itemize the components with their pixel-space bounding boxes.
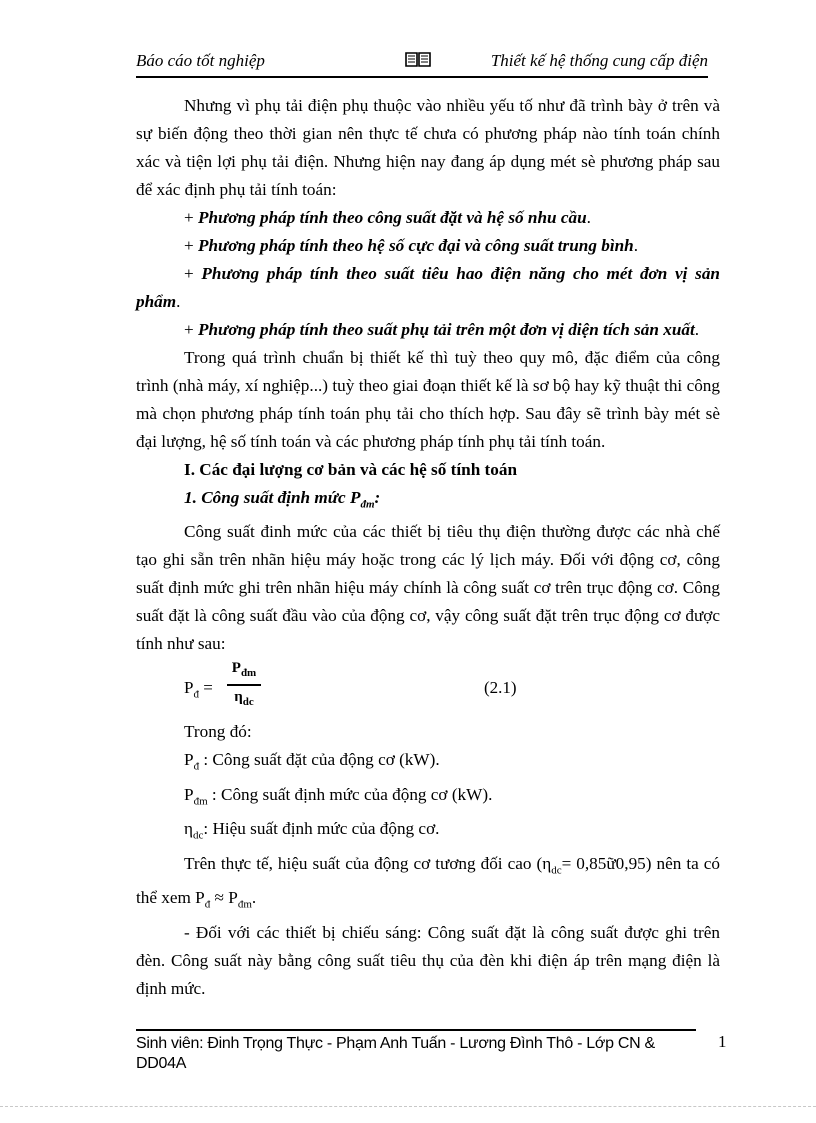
- design-paragraph: Trong quá trình chuẩn bị thiết kế thì tuỳ theo quy mô, đặc điểm của công trình (nhà máy, xí nghiệp...) tuỳ theo giai đoạn thiết kế là sơ bộ hay kỹ thuật thi công mà chọn phương pháp tính toán phụ tải cho thích hợp. Sau đây sẽ trình bày mét sè đại lượng, hệ số tính toán và các phương pháp tính phụ tải tính toán.: [136, 348, 720, 451]
- efficiency-paragraph: Trên thực tế, hiệu suất của động cơ tương đối cao ($\eta_{dc}=$ 0,85ữ0,95) nên ta có thể xem $P_đ \approx P_{đm}$.: [136, 853, 720, 911]
- lighting-paragraph: - Đối với các thiết bị chiếu sáng: Công suất đặt là công suất được ghi trên đèn. Công suất này bằng công suất tiêu thụ của đèn khi điện áp trên mạng điện là định mức.: [136, 922, 720, 998]
- page-number: 1: [718, 1032, 727, 1051]
- equation-numerator: $P_{đm}$: [227, 658, 261, 686]
- definition-pd: $P_đ$ : Công suất đặt của động cơ (kW).: [184, 750, 440, 773]
- page-header: [136, 47, 708, 75]
- header-right-title: Thiết kế hệ thống cung cấp điện: [490, 51, 708, 70]
- where-label: Trong đó:: [184, 722, 252, 742]
- footer-rule: [136, 1029, 696, 1031]
- footer-text: Sinh viên: Đinh Trọng Thực - Phạm Anh Tuấn - Lương Đình Thô - Lớp CN & DD04A: [136, 1035, 655, 1072]
- subsection-heading: 1. Công suất định mức $P_{đm}$:: [184, 488, 381, 511]
- equation-2-1: [136, 660, 720, 718]
- method-item-2: + Phương pháp tính theo hệ số cực đại và công suất trung bình.: [184, 236, 639, 255]
- document-body: [136, 92, 720, 1003]
- intro-paragraph: Nhưng vì phụ tải điện phụ thuộc vào nhiều yếu tố như đã trình bày ở trên và sự biến động theo thời gian nên thực tế chưa có phương pháp nào tính toán chính xác và tiện lợi phụ tải điện. Nhưng hiện nay đang áp dụng mét sè phương pháp sau để xác định phụ tải tính toán:: [136, 96, 720, 199]
- method-item-3: + Phương pháp tính theo suất tiêu hao điện năng cho mét đơn vị sản phẩm.: [136, 264, 720, 311]
- definition-pdm: $P_{đm}$ : Công suất định mức của động cơ (kW).: [184, 784, 493, 808]
- rated-power-paragraph: Công suất đinh mức của các thiết bị tiêu thụ điện thường được các nhà chế tạo ghi sẵn trên nhãn hiệu máy hoặc trong các lý lịch máy. Đối với động cơ, công suất định mức ghi trên nhãn hiệu máy chính là công suất cơ trên trục động cơ. Công suất đặt là công suất đầu vào của động cơ, vậy công suất đặt trên trục động cơ được tính như sau:: [136, 522, 720, 654]
- section-heading: I. Các đại lượng cơ bản và các hệ số tính toán: [184, 460, 518, 479]
- equation-lhs: $P_đ$ =: [184, 678, 213, 701]
- equation-fraction: [227, 658, 261, 713]
- header-rule: [136, 76, 708, 78]
- method-item-1: + Phương pháp tính theo công suất đặt và hệ số nhu cầu.: [184, 208, 591, 227]
- equation-denominator: $\eta_{dc}$: [234, 689, 254, 709]
- definition-eta: $\eta_{dc}$: Hiệu suất định mức của động cơ.: [184, 819, 440, 842]
- page-break-divider: [0, 1106, 816, 1107]
- equation-label: (2.1): [484, 678, 517, 698]
- open-book-icon: [404, 50, 432, 68]
- header-left-title: Báo cáo tốt nghiệp: [136, 51, 265, 70]
- method-item-4: + Phương pháp tính theo suất phụ tải trên một đơn vị diện tích sản xuất.: [184, 320, 700, 339]
